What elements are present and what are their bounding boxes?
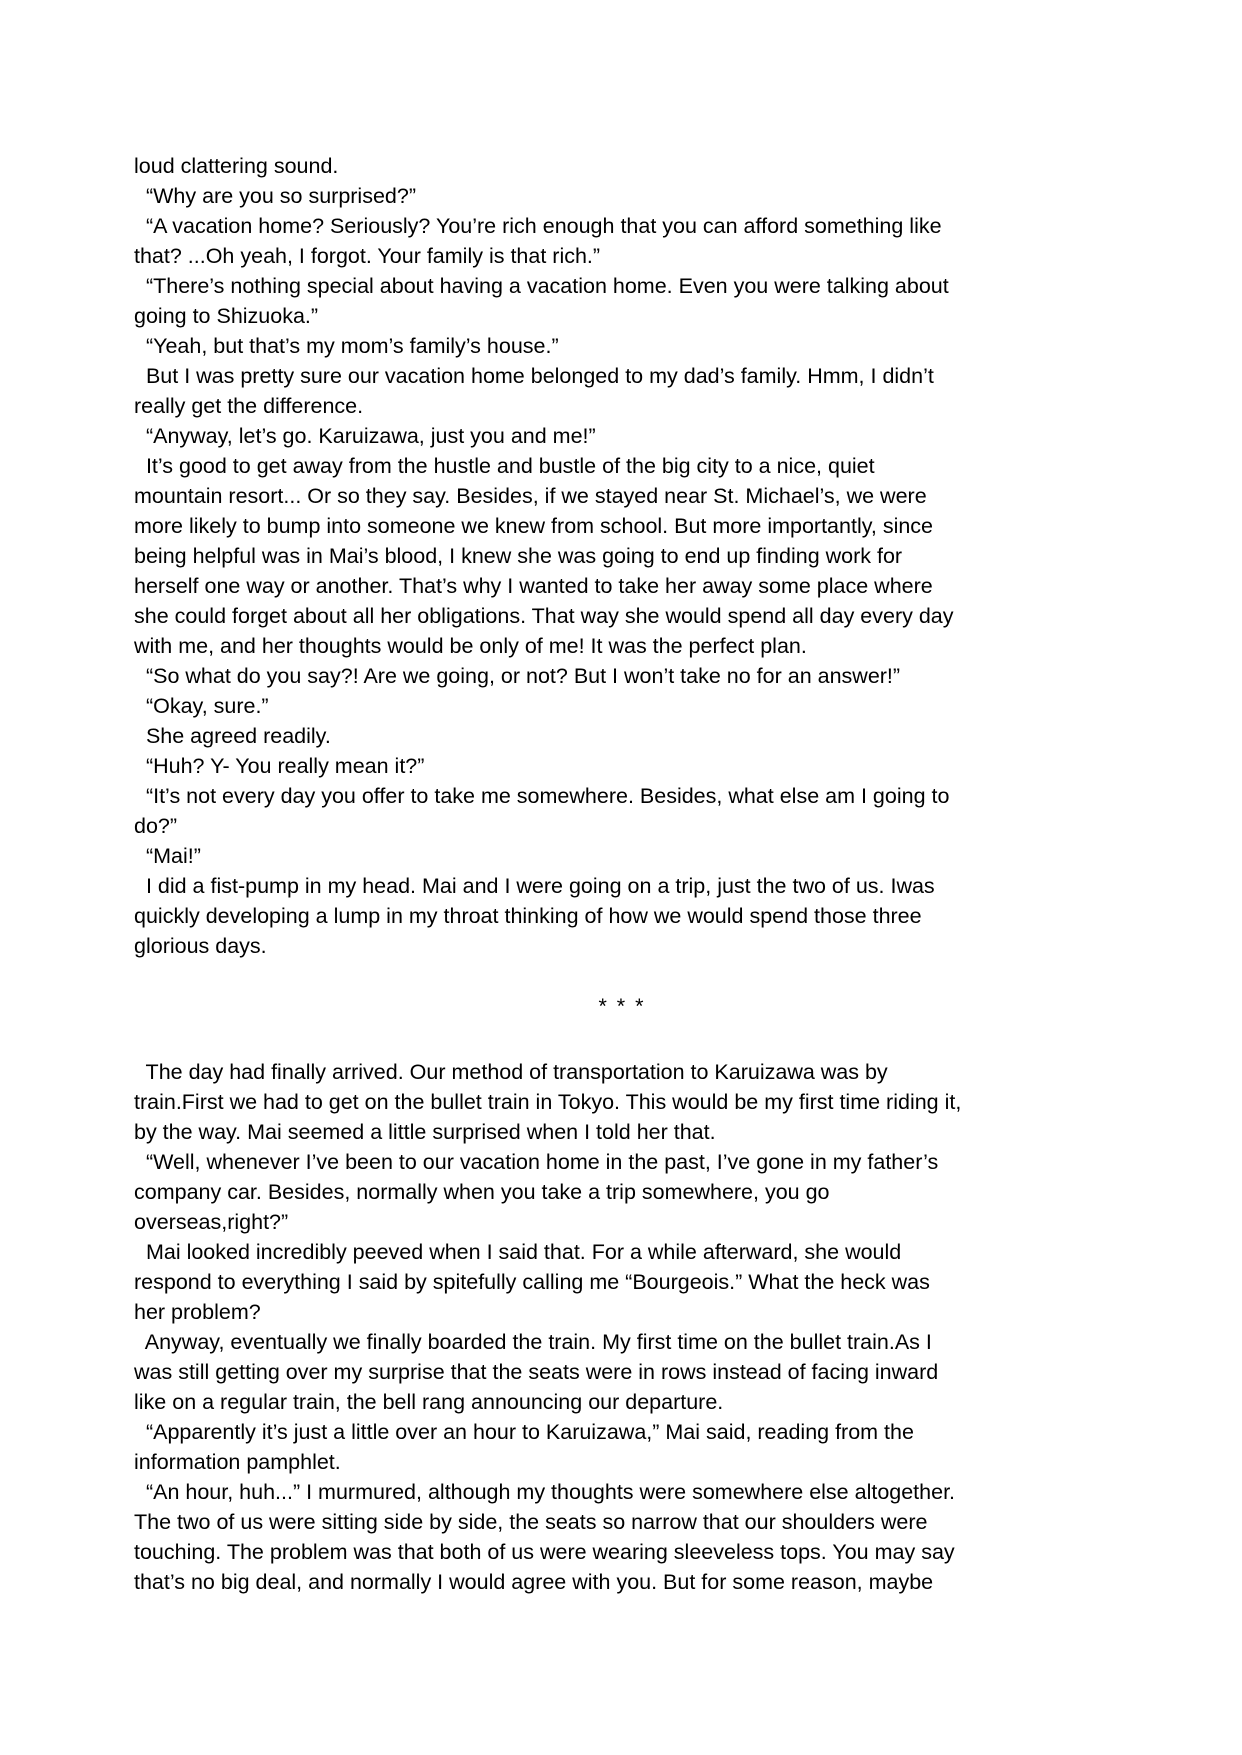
paragraph (134, 421, 1134, 451)
paragraph (134, 271, 1134, 331)
text-line: “It’s not every day you offer to take me somewhere. Besides, what else am I going to (134, 784, 950, 808)
paragraph (134, 1147, 1134, 1237)
paragraph (134, 1327, 1134, 1417)
paragraph (134, 871, 1134, 961)
paragraph (134, 211, 1134, 271)
text-line: touching. The problem was that both of us were wearing sleeveless tops. You may say (134, 1540, 955, 1564)
text-line: It’s good to get away from the hustle and bustle of the big city to a nice, quiet (134, 454, 875, 478)
paragraph (134, 1477, 1134, 1597)
paragraph (134, 451, 1134, 661)
text-line: “A vacation home? Seriously? You’re rich enough that you can afford something like (134, 214, 942, 238)
text-line: was still getting over my surprise that the seats were in rows instead of facing inward (134, 1360, 939, 1384)
paragraph (134, 331, 1134, 361)
paragraph (134, 661, 1134, 691)
text-line: train.First we had to get on the bullet train in Tokyo. This would be my first time riding it, (134, 1090, 962, 1114)
text-line: She agreed readily. (134, 724, 331, 748)
text-line: more likely to bump into someone we knew from school. But more importantly, since (134, 514, 934, 538)
paragraph (134, 781, 1134, 841)
text-line: respond to everything I said by spitefully calling me “Bourgeois.” What the heck was (134, 1270, 930, 1294)
page-text (134, 151, 1134, 1597)
text-line: she could forget about all her obligations. That way she would spend all day every day (134, 604, 954, 628)
paragraph (134, 361, 1134, 421)
text-line: “Well, whenever I’ve been to our vacation home in the past, I’ve gone in my father’s (134, 1150, 939, 1174)
paragraph (134, 1237, 1134, 1327)
text-line: “Mai!” (134, 844, 201, 868)
text-line: really get the difference. (134, 394, 364, 418)
text-line: Mai looked incredibly peeved when I said that. For a while afterward, she would (134, 1240, 902, 1264)
text-line: “Apparently it’s just a little over an hour to Karuizawa,” Mai said, reading from the (134, 1420, 914, 1444)
text-line: Anyway, eventually we finally boarded the train. My first time on the bullet train.As I (134, 1330, 932, 1354)
text-line: “Okay, sure.” (134, 694, 269, 718)
text-line: But I was pretty sure our vacation home belonged to my dad’s family. Hmm, I didn’t (134, 364, 934, 388)
text-line: mountain resort... Or so they say. Besides, if we stayed near St. Michael’s, we were (134, 484, 927, 508)
paragraph (134, 1057, 1134, 1147)
text-line: loud clattering sound. (134, 154, 339, 178)
text-line: quickly developing a lump in my throat thinking of how we would spend those three (134, 904, 922, 928)
text-line: overseas,right?” (134, 1210, 289, 1234)
text-line: like on a regular train, the bell rang announcing our departure. (134, 1390, 724, 1414)
text-line: going to Shizuoka.” (134, 304, 319, 328)
text-line: “An hour, huh...” I murmured, although my thoughts were somewhere else altogether. (134, 1480, 956, 1504)
paragraph (134, 1417, 1134, 1477)
text-line: glorious days. (134, 934, 267, 958)
text-line: by the way. Mai seemed a little surprised when I told her that. (134, 1120, 716, 1144)
paragraph (134, 691, 1134, 721)
text-line: “There’s nothing special about having a vacation home. Even you were talking about (134, 274, 949, 298)
text-line: with me, and her thoughts would be only of me! It was the perfect plan. (134, 634, 807, 658)
scene-break-separator: * * * (598, 994, 646, 1018)
text-line: “Yeah, but that’s my mom’s family’s house.” (134, 334, 559, 358)
text-line: The two of us were sitting side by side, the seats so narrow that our shoulders were (134, 1510, 928, 1534)
paragraph (134, 841, 1134, 871)
paragraph (134, 151, 1134, 181)
text-line: “Anyway, let’s go. Karuizawa, just you and me!” (134, 424, 596, 448)
text-line: that’s no big deal, and normally I would agree with you. But for some reason, maybe (134, 1570, 934, 1594)
text-line: do?” (134, 814, 178, 838)
paragraph (134, 181, 1134, 211)
text-line: information pamphlet. (134, 1450, 341, 1474)
text-line: that? ...Oh yeah, I forgot. Your family is that rich.” (134, 244, 601, 268)
text-line: “So what do you say?! Are we going, or not? But I won’t take no for an answer!” (134, 664, 901, 688)
paragraph (134, 751, 1134, 781)
text-line: I did a fist-pump in my head. Mai and I were going on a trip, just the two of us. Iwas (134, 874, 935, 898)
text-line: company car. Besides, normally when you take a trip somewhere, you go (134, 1180, 830, 1204)
paragraph (134, 721, 1134, 751)
text-line: “Why are you so surprised?” (134, 184, 416, 208)
text-line: being helpful was in Mai’s blood, I knew she was going to end up finding work for (134, 544, 903, 568)
text-line: her problem? (134, 1300, 261, 1324)
text-line: herself one way or another. That’s why I wanted to take her away some place where (134, 574, 933, 598)
text-line: “Huh? Y- You really mean it?” (134, 754, 425, 778)
text-line: The day had finally arrived. Our method of transportation to Karuizawa was by (134, 1060, 888, 1084)
